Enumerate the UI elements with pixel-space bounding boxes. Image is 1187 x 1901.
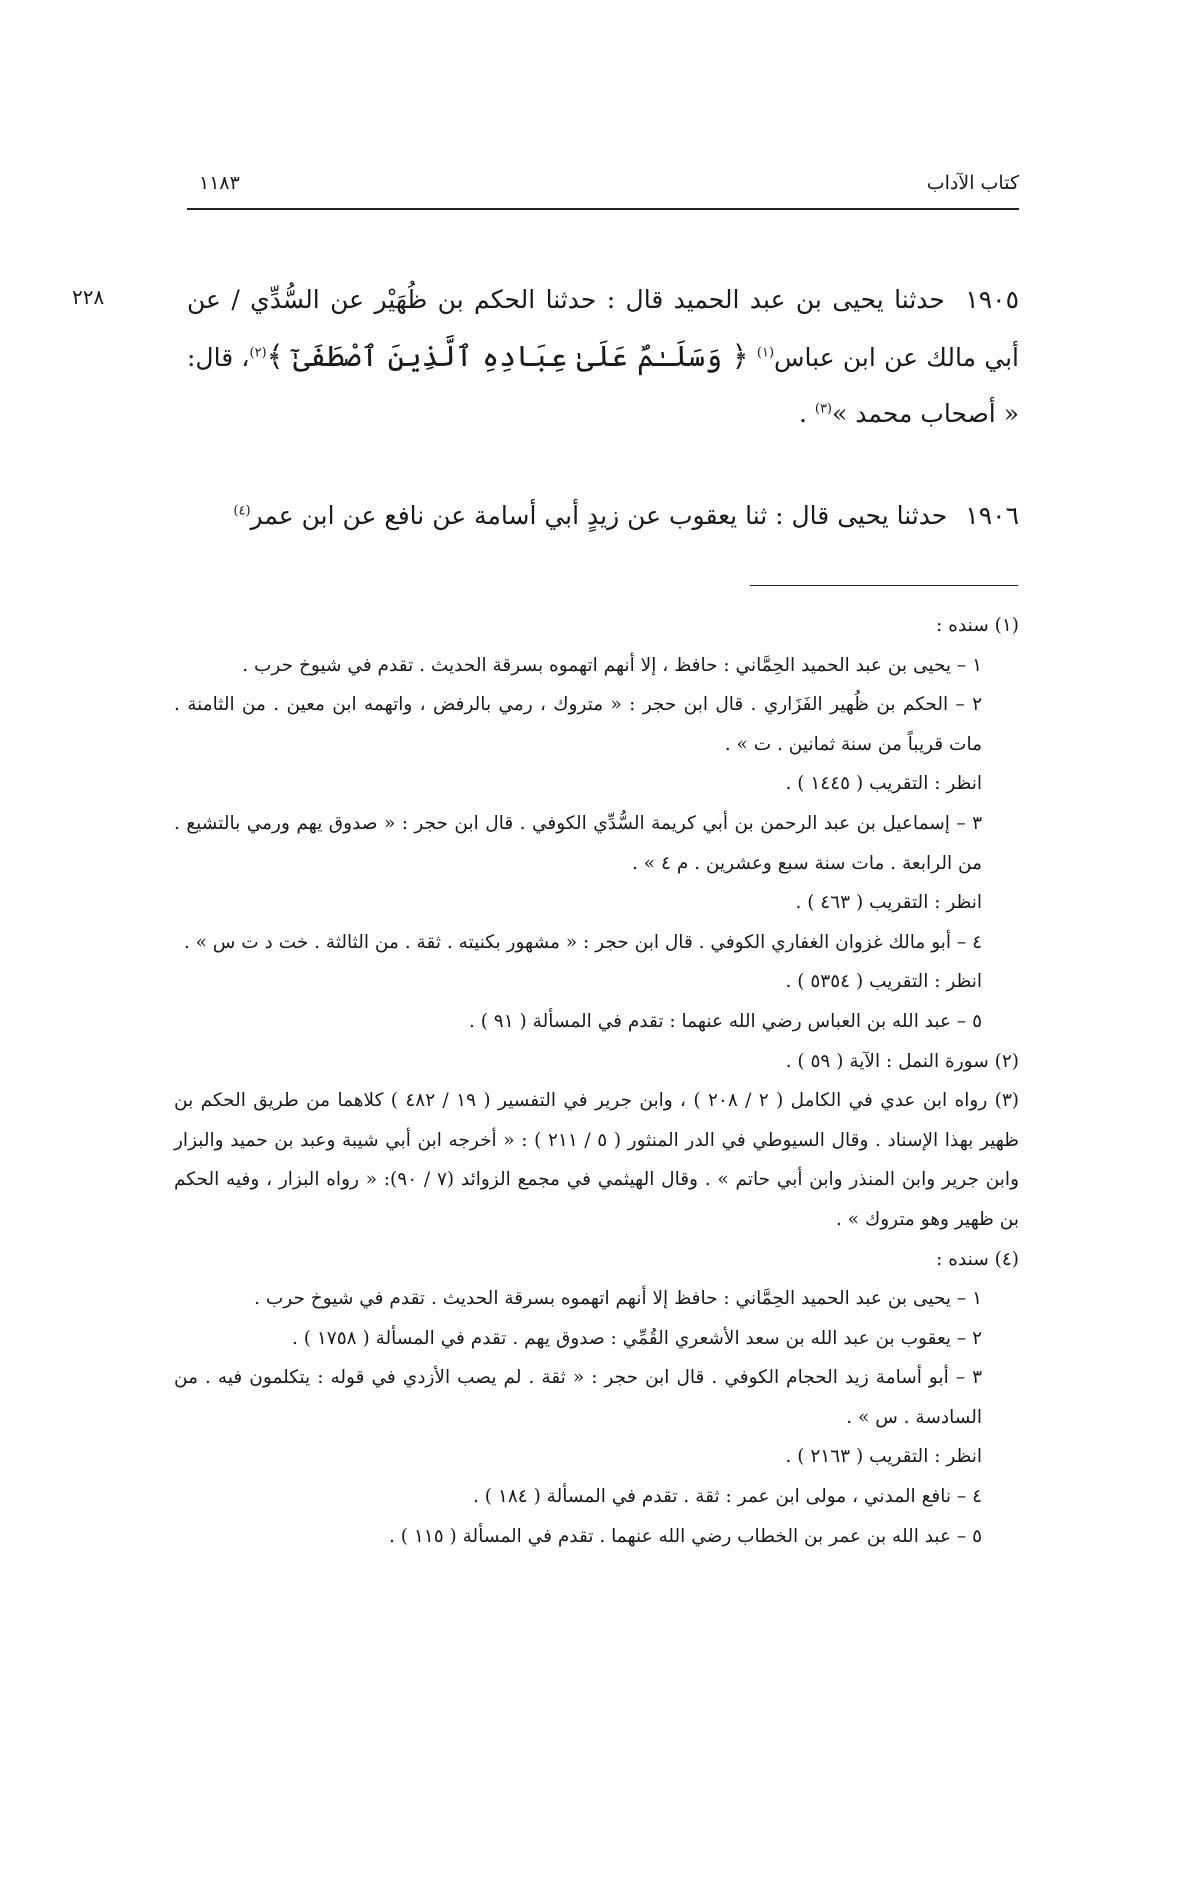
footnote-heading: (١) سنده : <box>936 615 1019 636</box>
footnote-reference: انظر : التقريب ( ٤٦٣ ) . <box>795 892 982 914</box>
header-rule <box>187 208 1019 210</box>
footnote-entry: ٤ – نافع المدني ، مولى ابن عمر : ثقة . تقدم في المسألة ( ١٨٤ ) . <box>473 1486 982 1508</box>
footnotes <box>174 606 1019 1556</box>
footnote-heading: (٢) سورة النمل : الآية ( ٥٩ ) . <box>785 1050 1019 1072</box>
footnote-ref: (٢) <box>249 345 267 361</box>
footnotes-rule <box>750 585 1018 586</box>
manuscript-folio-number: ٢٢٨ <box>72 285 105 309</box>
footnote-entry: ٤ – أبو مالك غزوان الغفاري الكوفي . قال ابن حجر : « مشهور بكنيته . ثقة . من الثالثة . خت د ت س » . <box>183 931 982 953</box>
footnote-entry: ١ – يحيى بن عبد الحميد الحِمَّاني : حافظ إلا أنهم اتهموه بسرقة الحديث . تقدم في شيوخ حرب . <box>254 1288 982 1310</box>
hadith-text: ، قال: « أصحاب محمد » <box>187 343 1019 428</box>
footnote-reference: انظر : التقريب ( ٥٣٥٤ ) . <box>785 971 982 993</box>
footnote-entry: ٣ – أبو أسامة زيد الحجام الكوفي . قال ابن حجر : « ثقة . لم يصب الأزدي في قوله : يتكلمون فيه . من السادسة . س » . <box>174 1367 982 1428</box>
footnote-entry: (٣) رواه ابن عدي في الكامل ( ٢ / ٢٠٨ ) ، وابن جرير في التفسير ( ١٩ / ٤٨٢ ) كلاهما من طريق الحكم بن ظهير بهذا الإسناد . وقال السيوطي في الدر المنثور ( ٥ / ٢١١ ) : « أخرجه ابن أبي شيبة وعبد بن حميد والبزار وابن جرير وابن المنذر وابن أبي حاتم » . وقال الهيثمي في مجمع الزوائد (٧ / ٩٠): « رواه البزار ، وفيه الحكم بن ظهير وهو متروك » . <box>174 1090 1020 1230</box>
page-number: ١١٨٣ <box>199 172 240 194</box>
footnote-entry: ٣ – إسماعيل بن عبد الرحمن بن أبي كريمة السُّدِّي الكوفي . قال ابن حجر : « صدوق يهم ورمي بالتشيع . من الرابعة . مات سنة سبع وعشرين . م ٤ » . <box>174 812 982 874</box>
hadith-text: حدثنا يحيى قال : ثنا يعقوب عن زيدٍ أبي أسامة عن نافع عن ابن عمر <box>250 501 948 530</box>
footnote-entry: ٢ – الحكم بن ظُهير الفَزَاري . قال ابن حجر : « متروك ، رمي بالرفض ، واتهمه ابن معين . من الثامنة . مات قريباً من سنة ثمانين . ت » . <box>174 694 982 755</box>
footnote-reference: انظر : التقريب ( ٢١٦٣ ) . <box>785 1446 982 1468</box>
hadith-number: ١٩٠٥ <box>965 285 1019 314</box>
hadith-text: حدثنا يحيى بن عبد الحميد قال : حدثنا الحكم بن ظُهَيْر عن السُّدِّي / عن أبي مالك عن ابن عباس <box>187 285 1019 372</box>
footnote-entry: ٥ – عبد الله بن العباس رضي الله عنهما : تقدم في المسألة ( ٩١ ) . <box>468 1010 982 1032</box>
hadith-number: ١٩٠٦ <box>965 501 1019 530</box>
footnote-ref: (٤) <box>233 503 251 519</box>
book-section-title: كتاب الآداب <box>926 172 1019 194</box>
footnote-ref: (٣) <box>814 401 832 417</box>
running-header <box>187 172 1019 206</box>
hadith-text-end: . <box>798 399 815 428</box>
hadith-1906 <box>187 488 1019 544</box>
footnote-entry: ٢ – يعقوب بن عبد الله بن سعد الأشعري القُمِّي : صدوق يهم . تقدم في المسألة ( ١٧٥٨ ) . <box>292 1327 982 1349</box>
footnote-entry: ٥ – عبد الله بن عمر بن الخطاب رضي الله عنهما . تقدم في المسألة ( ١١٥ ) . <box>388 1525 982 1547</box>
quran-verse: ﴿ وَسَلَـٰمٌ عَلَىٰ عِبَادِهِ ٱلَّذِينَ ٱصْطَفَىٰٓ ﴾ <box>266 339 749 373</box>
footnote-entry: ١ – يحيى بن عبد الحميد الحِمَّاني : حافظ ، إلا أنهم اتهموه بسرقة الحديث . تقدم في شيوخ حرب . <box>242 654 982 676</box>
footnote-ref: (١) <box>756 345 775 361</box>
footnote-heading: (٤) سنده : <box>936 1248 1019 1270</box>
hadith-1905 <box>187 272 1019 442</box>
footnote-reference: انظر : التقريب ( ١٤٤٥ ) . <box>785 773 982 795</box>
